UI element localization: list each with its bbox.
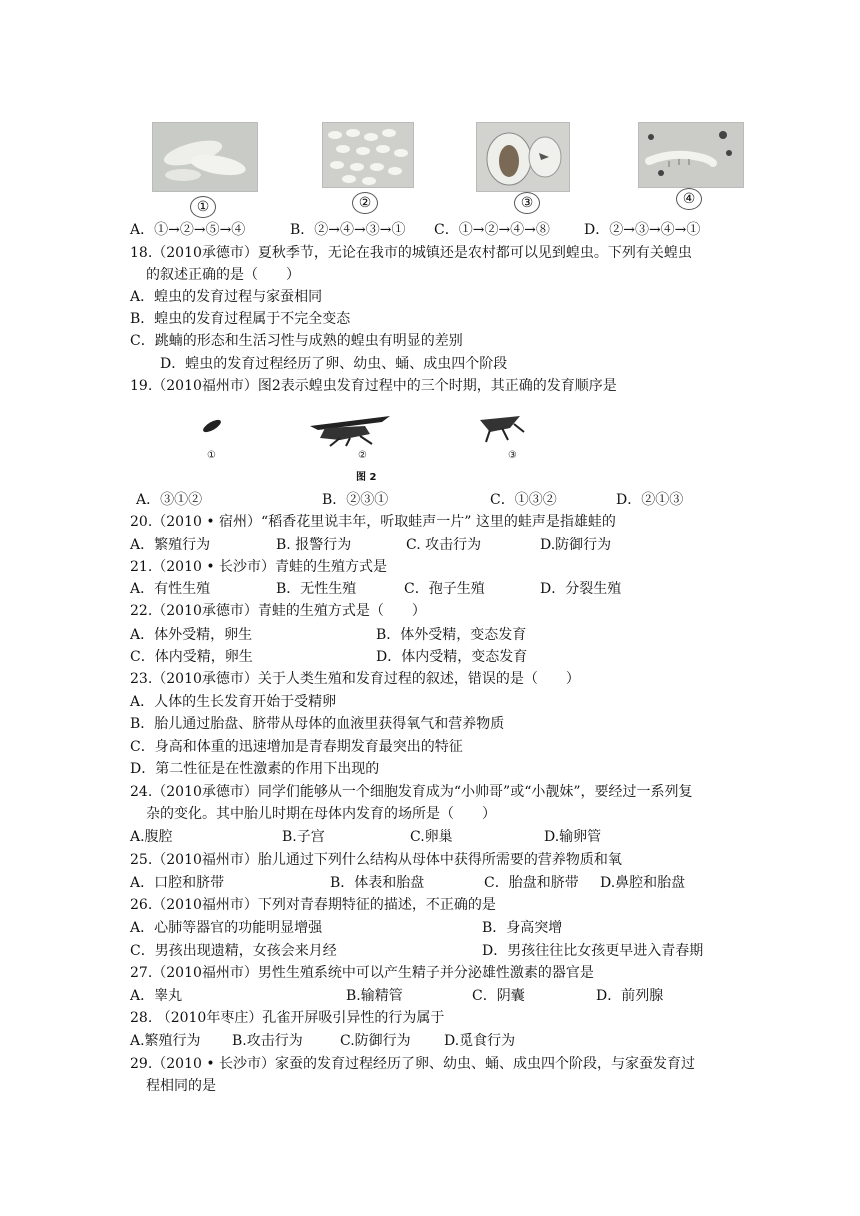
q28-stem: 28. （2010年枣庄）孔雀开屏吸引异性的行为属于 bbox=[130, 1010, 445, 1026]
q28-option-a: A.繁殖行为 bbox=[130, 1033, 201, 1049]
q20-option-c: C. 攻击行为 bbox=[406, 537, 482, 553]
q18-stem-line-1: 18.（2010承德市）夏秋季节，无论在我市的城镇还是农村都可以见到蝗虫。下列有关蝗虫 bbox=[130, 245, 692, 261]
q26-option-c: C．男孩出现遗精，女孩会来月经 bbox=[130, 943, 337, 959]
photo-caption-1: ① bbox=[190, 196, 216, 218]
q19-option-d: D．②①③ bbox=[616, 492, 684, 508]
q23-stem: 23.（2010承德市）关于人类生殖和发育过程的叙述，错误的是（ ） bbox=[130, 671, 580, 687]
q28-option-c: C.防御行为 bbox=[340, 1033, 411, 1049]
q24-stem-line-2: 杂的变化。其中胎儿时期在母体内发育的场所是（ ） bbox=[146, 806, 496, 822]
q18-option-d: D．蝗虫的发育过程经历了卵、幼虫、蛹、成虫四个阶段 bbox=[160, 356, 508, 372]
q29-stem-line-1: 29.（2010 • 长沙市）家蚕的发育过程经历了卵、幼虫、蛹、成虫四个阶段，与家蚕发育过 bbox=[130, 1056, 696, 1072]
q17-option-b: B．②→④→③→① bbox=[290, 222, 406, 238]
leaf-eggs-image bbox=[153, 123, 257, 191]
q24-option-b: B.子宫 bbox=[282, 829, 325, 845]
q17-option-d: D．②→③→④→① bbox=[584, 222, 701, 238]
q17-option-a: A．①→②→⑤→④ bbox=[130, 222, 246, 238]
q18-stem-line-2: 的叙述正确的是（ ） bbox=[146, 267, 300, 283]
q24-option-d: D.输卵管 bbox=[544, 829, 602, 845]
q26-stem: 26.（2010福州市）下列对青春期特征的描述，不正确的是 bbox=[130, 897, 496, 913]
q22-option-a: A．体外受精，卵生 bbox=[130, 627, 253, 643]
q23-option-c: C．身高和体重的迅速增加是青春期发育最突出的特征 bbox=[130, 739, 463, 755]
q21-option-b: B．无性生殖 bbox=[276, 581, 357, 597]
silkworm-larva-image bbox=[639, 123, 743, 187]
q17-option-c: C．①→②→④→⑧ bbox=[434, 222, 550, 238]
photo-caption-3: ③ bbox=[514, 192, 540, 214]
q19-option-a: A．③①② bbox=[136, 492, 203, 508]
q27-option-d: D．前列腺 bbox=[596, 988, 664, 1004]
q22-option-d: D．体内受精，变态发育 bbox=[376, 649, 528, 665]
q22-option-c: C．体内受精，卵生 bbox=[130, 649, 253, 665]
q20-stem: 20.（2010 • 宿州）“稻香花里说丰年，听取蛙声一片” 这里的蛙声是指雄蛙的 bbox=[130, 514, 616, 530]
figure-2-label-3: ③ bbox=[508, 450, 517, 461]
nymph-locust-icon bbox=[480, 416, 524, 442]
q21-option-d: D．分裂生殖 bbox=[540, 581, 622, 597]
photo-2 bbox=[322, 122, 414, 188]
q25-option-c: C．胎盘和脐带 bbox=[484, 875, 579, 891]
locust-egg-pod-icon bbox=[201, 418, 222, 435]
q22-stem: 22.（2010承德市）青蛙的生殖方式是（ ） bbox=[130, 603, 426, 619]
figure-2-title: 图 2 bbox=[356, 472, 377, 483]
q19-option-c: C．①③② bbox=[490, 492, 557, 508]
q20-option-a: A．繁殖行为 bbox=[130, 537, 211, 553]
q18-option-c: C．跳蝻的形态和生活习性与成熟的蝗虫有明显的差别 bbox=[130, 333, 463, 349]
q26-option-a: A．心肺等器官的功能明显增强 bbox=[130, 920, 323, 936]
figure-2-label-1: ① bbox=[207, 450, 216, 461]
figure-2-locust-stages bbox=[190, 406, 550, 474]
q28-option-d: D.觅食行为 bbox=[444, 1033, 516, 1049]
q25-option-d: D.鼻腔和胎盘 bbox=[600, 875, 686, 891]
q25-option-b: B．体表和胎盘 bbox=[330, 875, 425, 891]
cocoon-pupa-image bbox=[477, 123, 569, 191]
photo-1 bbox=[152, 122, 258, 192]
q23-option-b: B．胎儿通过胎盘、脐带从母体的血液里获得氧气和营养物质 bbox=[130, 716, 505, 732]
q20-option-d: D.防御行为 bbox=[540, 537, 612, 553]
photo-caption-4: ④ bbox=[676, 188, 702, 210]
q26-option-d: D．男孩往往比女孩更早进入青春期 bbox=[482, 943, 704, 959]
q18-option-b: B．蝗虫的发育过程属于不完全变态 bbox=[130, 311, 351, 327]
q23-option-a: A．人体的生长发育开始于受精卵 bbox=[130, 694, 337, 710]
q27-option-c: C．阴囊 bbox=[472, 988, 525, 1004]
q19-stem: 19.（2010福州市）图2表示蝗虫发育过程中的三个时期，其正确的发育顺序是 bbox=[130, 378, 617, 394]
q23-option-d: D．第二性征是在性激素的作用下出现的 bbox=[130, 761, 380, 777]
photo-4 bbox=[638, 122, 744, 188]
q21-option-a: A．有性生殖 bbox=[130, 581, 211, 597]
q18-option-a: A．蝗虫的发育过程与家蚕相同 bbox=[130, 289, 323, 305]
photo-3 bbox=[476, 122, 570, 192]
q21-stem: 21.（2010 • 长沙市）青蛙的生殖方式是 bbox=[130, 559, 388, 575]
q21-option-c: C．孢子生殖 bbox=[404, 581, 485, 597]
q27-option-b: B.输精管 bbox=[346, 988, 403, 1004]
q26-option-b: B．身高突增 bbox=[482, 920, 563, 936]
q24-option-c: C.卵巢 bbox=[410, 829, 453, 845]
q22-option-b: B．体外受精，变态发育 bbox=[376, 627, 527, 643]
q24-stem-line-1: 24.（2010承德市）同学们能够从一个细胞发育成为“小帅哥”或“小靓妹”，要经过一系列复 bbox=[130, 784, 693, 800]
q20-option-b: B. 报警行为 bbox=[276, 537, 352, 553]
q28-option-b: B.攻击行为 bbox=[232, 1033, 303, 1049]
photo-caption-2: ② bbox=[352, 192, 378, 214]
q25-stem: 25.（2010福州市）胎儿通过下列什么结构从母体中获得所需要的营养物质和氧 bbox=[130, 852, 622, 868]
q24-option-a: A.腹腔 bbox=[130, 829, 173, 845]
q25-option-a: A．口腔和脐带 bbox=[130, 875, 225, 891]
q19-option-b: B．②③① bbox=[322, 492, 389, 508]
egg-cluster-image bbox=[323, 123, 413, 187]
q29-stem-line-2: 程相同的是 bbox=[146, 1078, 216, 1094]
q27-option-a: A．睾丸 bbox=[130, 988, 183, 1004]
q27-stem: 27.（2010福州市）男性生殖系统中可以产生精子并分泌雄性激素的器官是 bbox=[130, 965, 594, 981]
figure-2-label-2: ② bbox=[358, 450, 367, 461]
adult-locust-icon bbox=[310, 416, 390, 446]
